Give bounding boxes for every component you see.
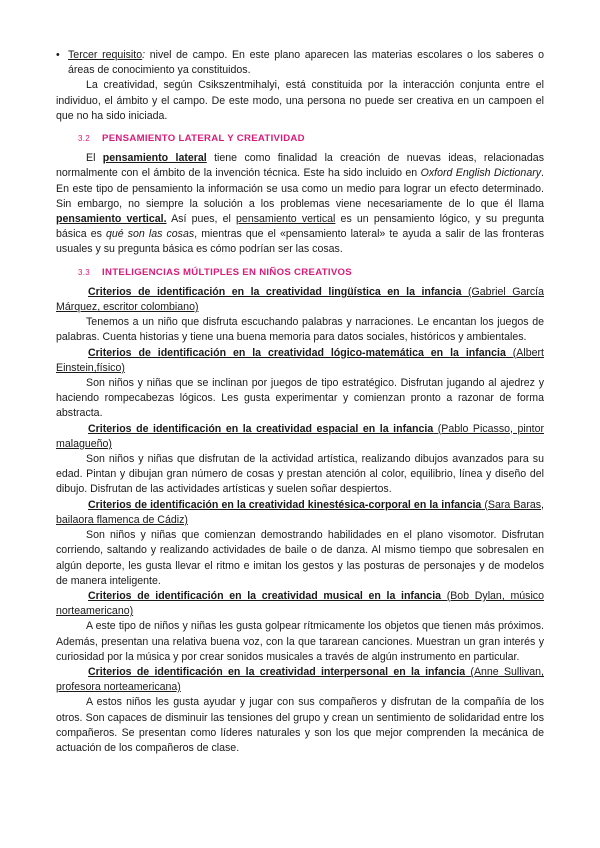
criteria-body-logico-matematica: Son niños y niñas que se inclinan por juegos de tipo estratégico. Disfrutan jugando al ajedrez y haciendo rompecabezas lógicos. Les gusta experimentar y comienzan pronto a razonar de forma abstracta.	[56, 377, 544, 420]
criteria-heading-kinestesica	[56, 498, 544, 528]
criteria-heading-linguistica	[56, 285, 544, 315]
criteria-reference: (Sara Baras, bailaora flamenca de Cádiz)	[56, 498, 544, 526]
criteria-reference: (Gabriel García Márquez, escritor colombiano)	[56, 285, 544, 314]
criteria-body-musical: A este tipo de niños y niñas les gusta golpear rítmicamente los objetos que tienen más próximos. Además, presentan una relativa buena voz, con la que tararean canciones. Muestran un gran interés y curiosidad por la música y por crear sonidos musicales a través de algún instrumento en particular.	[56, 620, 544, 663]
term-pensamiento-lateral: pensamiento lateral	[102, 152, 207, 165]
criteria-reference: (Albert Einstein,físico)	[56, 346, 544, 374]
text-run: es un pensamiento lógico, y su pregunta básica es	[56, 213, 545, 241]
section-heading-3-2	[78, 131, 544, 146]
criteria-lead: Criterios de identificación en la creatividad kinestésica-corporal en la infancia	[88, 498, 482, 511]
criteria-body-kinestesica: Son niños y niñas que comienzan demostrando habilidades en el plano visomotor. Disfrutan corriendo, saltando y realizando actividades de baile o de danza. Al mismo tiempo que sobresalen en algún deporte, les gusta llevar el ritmo e imitan los gestos y las posturas de personajes y de modelos de manera inteligente.	[56, 529, 544, 587]
text-run: El	[86, 152, 103, 165]
section-number: 3.2	[78, 134, 91, 144]
criteria-heading-musical	[56, 589, 544, 619]
section-number: 3.3	[78, 267, 91, 277]
criteria-heading-interpersonal	[56, 665, 544, 695]
bullet-item-tercer-requisito	[56, 48, 544, 78]
criteria-reference: (Bob Dylan, músico norteamericano)	[56, 589, 544, 618]
criteria-reference: (Pablo Picasso, pintor malagueño)	[56, 422, 544, 450]
section-title: PENSAMIENTO LATERAL Y CREATIVIDAD	[102, 133, 305, 145]
bullet-text: nivel de campo. En este plano aparecen las materias escolares o los saberes o áreas de conocimiento ya constituidos.	[68, 49, 544, 77]
intro-paragraph: La creatividad, según Csikszentmihalyi, está constituida por la interacción conjunta entre el individuo, el ámbito y el campo. De este modo, una persona no puede ser creativa en un campoen el que no ha sido iniciada.	[56, 79, 544, 122]
text-run: , mientras que el «pensamiento lateral» te ayuda a salir de las fronteras usuales y su pregunta básica es cómo podrían ser las cosas.	[56, 228, 544, 256]
criteria-heading-espacial	[56, 422, 544, 452]
criteria-body-linguistica: Tenemos a un niño que disfruta escuchando palabras y narraciones. Le encantan los juegos de palabras. Cuenta historias y tiene una buena memoria para datos sociales, históricos y ambientales.	[56, 316, 544, 344]
bullet-colon: :	[142, 49, 146, 61]
source-oxford-dictionary: Oxford English Dictionary	[420, 167, 542, 180]
criteria-body-interpersonal: A estos niños les gusta ayudar y jugar con sus compañeros y disfrutan de la compañía de los otros. Son capaces de disminuir las tensiones del grupo y crean un sentimiento de solidaridad entre los compañeros. Se presentan como líderes naturales y son los que mejor comprenden la mecánica de actuación de los compañeros de clase.	[56, 696, 544, 754]
text-run: tiene como finalidad la creación de nuevas ideas, relacionadas normalmente con el ámbito de la invención técnica. Este ha sido incluido en	[56, 152, 544, 180]
term-pensamiento-vertical-2: pensamiento vertical	[236, 213, 336, 226]
criteria-lead: Criterios de identificación en la creatividad lingüística en la infancia	[88, 285, 462, 298]
bullet-term: Tercer requisito	[68, 49, 143, 61]
criteria-lead: Criterios de identificación en la creatividad espacial en la infancia	[88, 422, 434, 435]
page-content	[56, 48, 544, 756]
section-title: INTELIGENCIAS MÚLTIPLES EN NIÑOS CREATIVOS	[102, 266, 353, 278]
criteria-body-espacial: Son niños y niñas que disfrutan de la actividad artística, realizando dibujos avanzados para su edad. Pintan y dibujan gran número de cosas y prestan atención al color, equilibrio, línea y diseño del dibujo. Disfrutan de las actividades artísticas y suelen soñar despiertos.	[56, 453, 544, 496]
criteria-reference: (Anne Sullivan, profesora norteamericana)	[56, 665, 544, 694]
text-run: . En este tipo de pensamiento la información se usa como un medio para lograr un efecto determinado. Sin embargo, no siempre la solución a los problemas viene necesariamente de lo que él llama	[56, 167, 544, 210]
lateral-thinking-paragraph	[56, 151, 544, 257]
criteria-lead: Criterios de identificación en la creatividad musical en la infancia	[88, 589, 442, 602]
section-heading-3-3	[78, 265, 544, 280]
question-que-son-las-cosas: qué son las cosas	[105, 228, 195, 241]
bullet-marker: •	[56, 49, 60, 61]
criteria-lead: Criterios de identificación en la creatividad lógico-matemática en la infancia	[88, 346, 506, 359]
term-pensamiento-vertical: pensamiento vertical.	[56, 213, 167, 226]
criteria-lead: Criterios de identificación en la creatividad interpersonal en la infancia	[88, 665, 466, 678]
text-run: Así pues, el	[166, 213, 237, 226]
criteria-heading-logico-matematica	[56, 346, 544, 376]
